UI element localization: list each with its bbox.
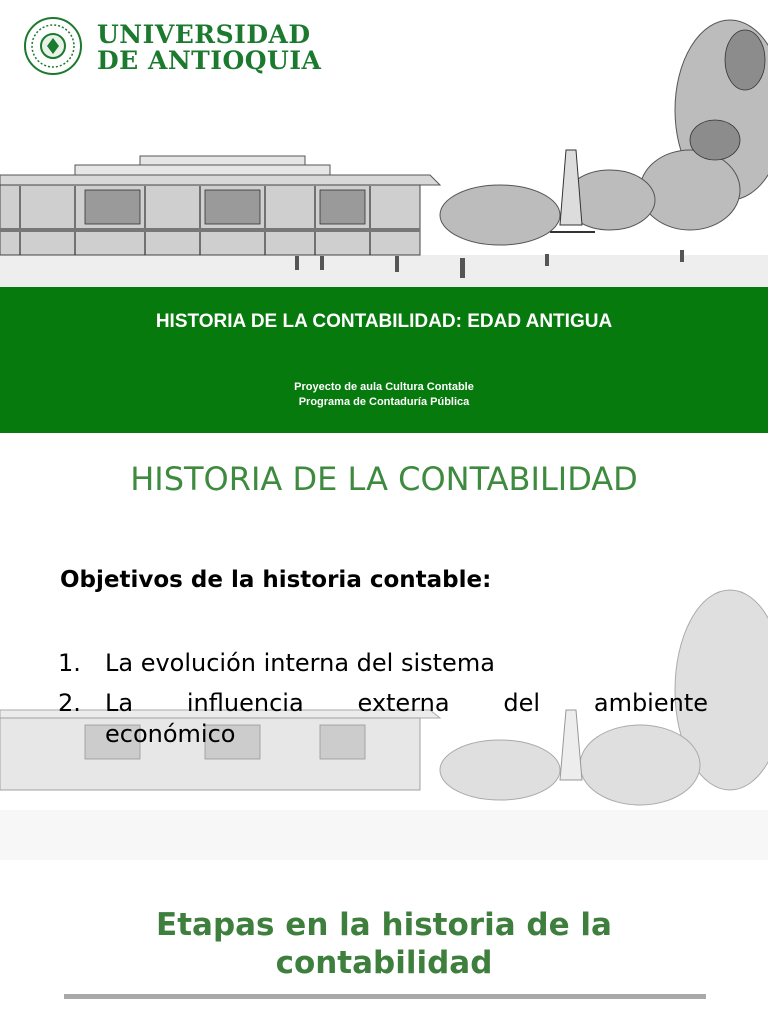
objectives-slide [0,440,768,860]
university-name [97,22,321,74]
title-banner [0,287,768,433]
university-name-line-2: DE ANTIOQUIA [97,46,322,75]
list-item-text: La evolución interna del sistema [105,649,495,677]
word: La [105,689,134,717]
word: ambiente [593,689,708,717]
subtitle-line-2: Programa de Contaduría Pública [298,396,470,408]
presentation-subtitle [0,380,768,410]
list-item-number: 2. [58,689,81,717]
list-item-text-line-1 [105,686,708,721]
stages-title [0,906,768,982]
university-name-line-1: UNIVERSIDAD [97,20,311,49]
list-item-text [105,686,708,752]
stages-title-line-2: contabilidad [275,945,493,981]
objectives-list [58,646,708,752]
list-item [58,686,708,752]
list-item-text-line-2: económico [105,720,236,748]
stages-slide [0,868,768,1024]
stages-title-line-1: Etapas en la historia de la [156,907,612,943]
objectives-heading: Objetivos de la historia contable: [60,567,492,593]
word: externa [357,689,450,717]
word: del [503,689,541,717]
divider [64,994,706,999]
university-seal-logo [22,16,84,80]
title-slide [0,0,768,433]
slide-title: HISTORIA DE LA CONTABILIDAD [130,460,638,498]
list-item-number: 1. [58,649,81,677]
presentation-title: HISTORIA DE LA CONTABILIDAD: EDAD ANTIGUA [155,311,613,332]
list-item [58,646,708,681]
word: influencia [186,689,304,717]
subtitle-line-1: Proyecto de aula Cultura Contable [294,381,474,393]
